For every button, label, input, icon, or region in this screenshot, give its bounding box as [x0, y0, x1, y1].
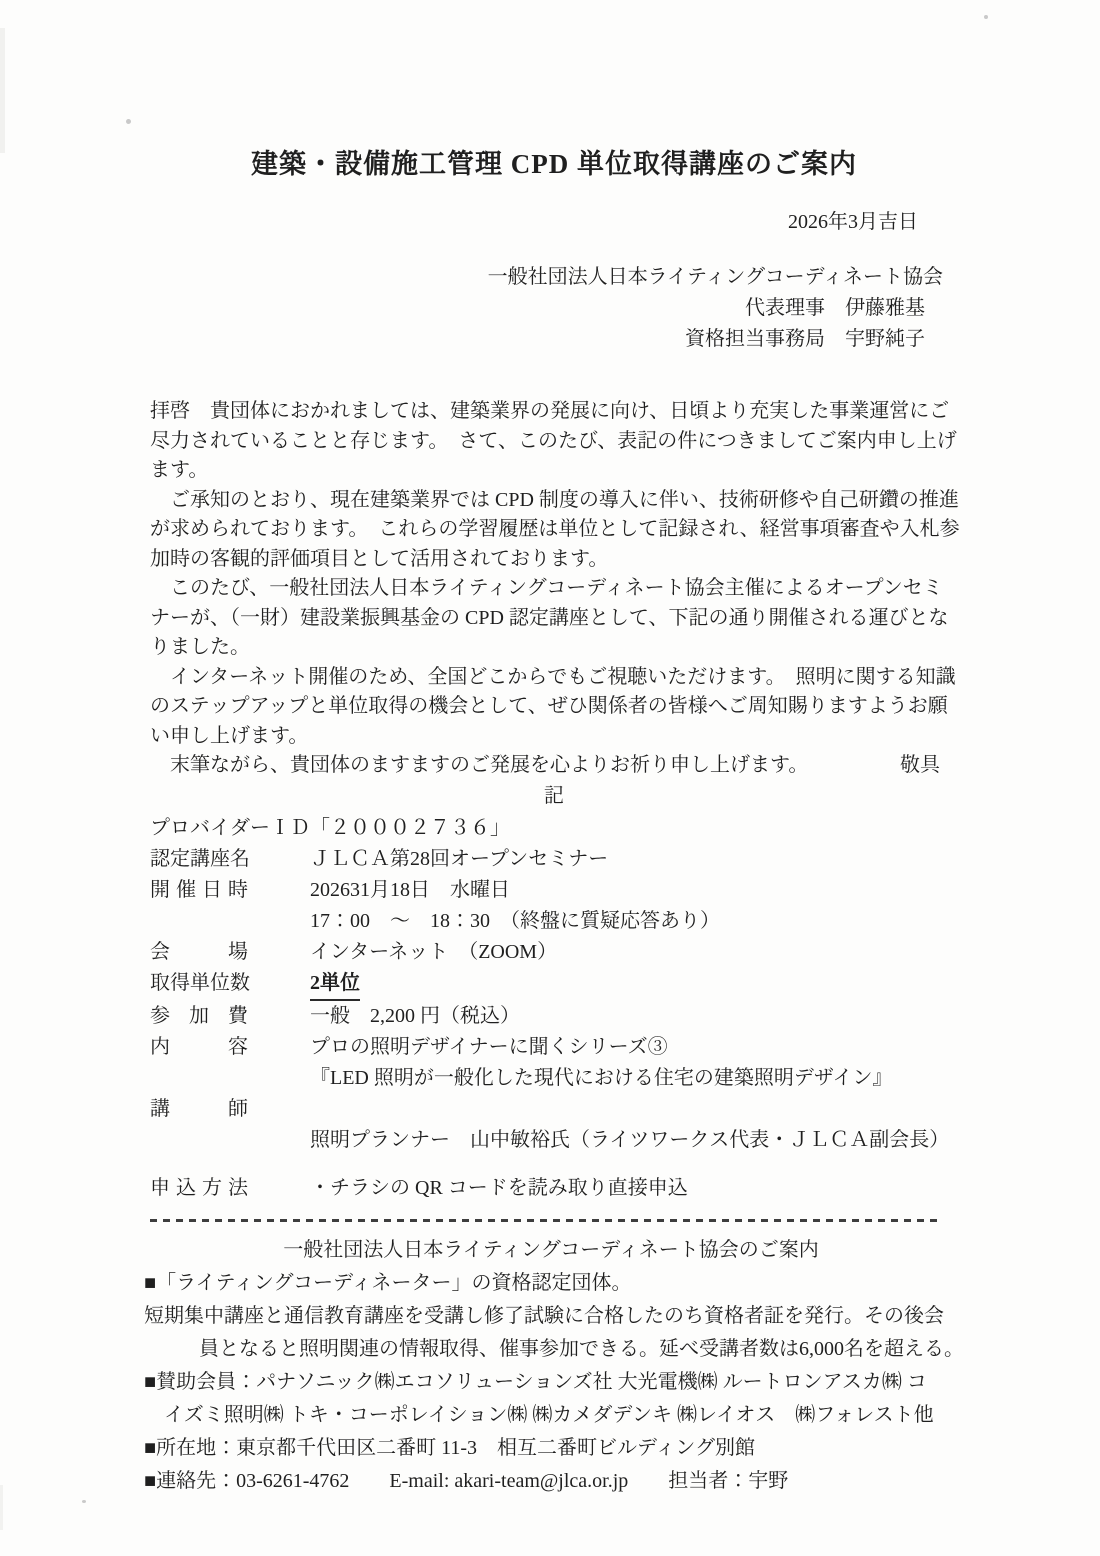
footer-heading: 一般社団法人日本ライティングコーディネート協会のご案内: [283, 1238, 819, 1261]
body-line: い申し上げます。: [150, 724, 309, 747]
detail-label: 会場: [150, 940, 248, 963]
association-info: [144, 1234, 964, 1498]
sender-representative: 代表理事 伊藤雅基: [745, 297, 925, 319]
letter-date: 2026年3月吉日: [788, 211, 918, 233]
closing-word: 敬具: [900, 754, 940, 776]
footer-line: ■「ライティングコーディネーター」の資格認定団体。: [144, 1271, 632, 1294]
scan-artifact: [82, 1500, 86, 1503]
scan-artifact: [0, 28, 5, 153]
body-line: 拝啓 貴団体におかれましては、建築業界の発展に向け、日頃より充実した事業運営にご: [150, 400, 950, 422]
detail-value: 一般 2,200 円（税込）: [310, 1004, 520, 1027]
footer-line: 員となると照明関連の情報取得、催事参加できる。延べ受講者数は6,000名を超える。: [199, 1337, 964, 1360]
seminar-details: [150, 813, 958, 1204]
detail-label: 取得単位数: [150, 971, 250, 994]
detail-row-date: [150, 875, 958, 906]
scan-artifact: [984, 15, 988, 19]
body-line: のステップアップと単位取得の機会として、ぜひ関係者の皆様へご周知賜りますようお願: [150, 695, 948, 717]
detail-row-lecturer-name: [150, 1125, 958, 1156]
body-line: 加時の客観的評価項目として活用されております。: [150, 547, 609, 570]
detail-row-lecturer: [150, 1094, 958, 1125]
detail-value-credits: 2単位: [310, 968, 360, 1001]
scan-artifact: [0, 1485, 3, 1530]
sender-organization: 一般社団法人日本ライティングコーディネート協会: [487, 266, 943, 288]
detail-label: 開催日時: [150, 878, 248, 901]
detail-label: プロバイダーＩＤ: [150, 816, 310, 839]
sender-office: 資格担当事務局 宇野純子: [685, 328, 925, 350]
record-marker: 記: [544, 784, 564, 807]
footer-line: ■連絡先：03-6261-4762 E-mail: akari-team@jlca.or.jp 担当者：宇野: [144, 1469, 789, 1492]
detail-value: ＪＬＣＡ第28回オープンセミナー: [310, 847, 609, 870]
application-method-row: [150, 1173, 958, 1204]
detail-row-content: [150, 1032, 958, 1063]
page-title: 建築・設備施工管理 CPD 単位取得講座のご案内: [251, 149, 857, 179]
detail-row-fee: [150, 1001, 958, 1032]
body-line: ます。: [150, 459, 209, 481]
detail-row-time: [150, 906, 958, 937]
detail-value: 照明プランナー 山中敏裕氏（ライツワークス代表・ＪＬＣＡ副会長）: [310, 1128, 950, 1151]
footer-line: ■賛助会員：パナソニック㈱エコソリューションズ社 大光電機㈱ ルートロンアスカ㈱ コ: [144, 1370, 927, 1393]
body-line: ナーが、（一財）建設業振興基金の CPD 認定講座として、下記の通り開催される運びとな: [150, 606, 949, 629]
closing-sentence: 末筆ながら、貴団体のますますのご発展を心よりお祈り申し上げます。: [150, 754, 809, 776]
detail-label: 内容: [150, 1035, 248, 1058]
footer-line: ■所在地：東京都千代田区二番町 11-3 相互二番町ビルディング別館: [144, 1436, 755, 1459]
closing-line: [150, 751, 958, 781]
detail-label: 認定講座名: [150, 847, 250, 870]
letter-body: [150, 397, 958, 781]
detail-label: 申込方法: [150, 1176, 248, 1199]
detail-value: プロの照明デザイナーに聞くシリーズ③: [310, 1035, 668, 1058]
body-line: りました。: [150, 636, 250, 658]
body-line: が求められております。 これらの学習履歴は単位として記録され、経営事項審査や入札参: [150, 518, 960, 540]
application-method-value: ・チラシの QR コードを読み取り直接申込: [310, 1176, 688, 1199]
detail-label: 講師: [150, 1097, 248, 1120]
detail-row-course-name: [150, 844, 958, 875]
body-line: インターネット開催のため、全国どこからでもご視聴いただけます。 照明に関する知識: [150, 665, 956, 688]
footer-line: イズミ照明㈱ トキ・コーポレイション㈱ ㈱カメダデンキ ㈱レイオス ㈱フォレスト他: [164, 1403, 934, 1426]
sender-block: [150, 262, 958, 355]
detail-value: 『LED 照明が一般化した現代における住宅の建築照明デザイン』: [310, 1066, 893, 1089]
scan-artifact: [126, 119, 131, 124]
body-line: このたび、一般社団法人日本ライティングコーディネート協会主催によるオープンセミ: [150, 577, 943, 599]
detail-row-provider-id: [150, 813, 958, 844]
detail-value: 17：00 ～ 18：30 （終盤に質疑応答あり）: [310, 909, 720, 932]
detail-label: 参加費: [150, 1004, 248, 1027]
detail-row-content-title: [150, 1063, 958, 1094]
detail-value: 「２０００２７３６」: [310, 816, 510, 839]
detail-row-venue: [150, 937, 958, 968]
detail-value: 202631月18日 水曜日: [310, 878, 510, 901]
body-line: ご承知のとおり、現在建築業界では CPD 制度の導入に伴い、技術研修や自己研鑽の推進: [150, 488, 959, 511]
detail-row-credits: [150, 968, 958, 1001]
detail-value: インターネット （ZOOM）: [310, 940, 558, 963]
footer-line: 短期集中講座と通信教育講座を受講し修了試験に合格したのち資格者証を発行。その後会: [144, 1304, 944, 1327]
body-line: 尽力されていることと存じます。 さて、このたび、表記の件につきましてご案内申し上げ: [150, 429, 957, 452]
dashed-separator: [150, 1219, 938, 1222]
